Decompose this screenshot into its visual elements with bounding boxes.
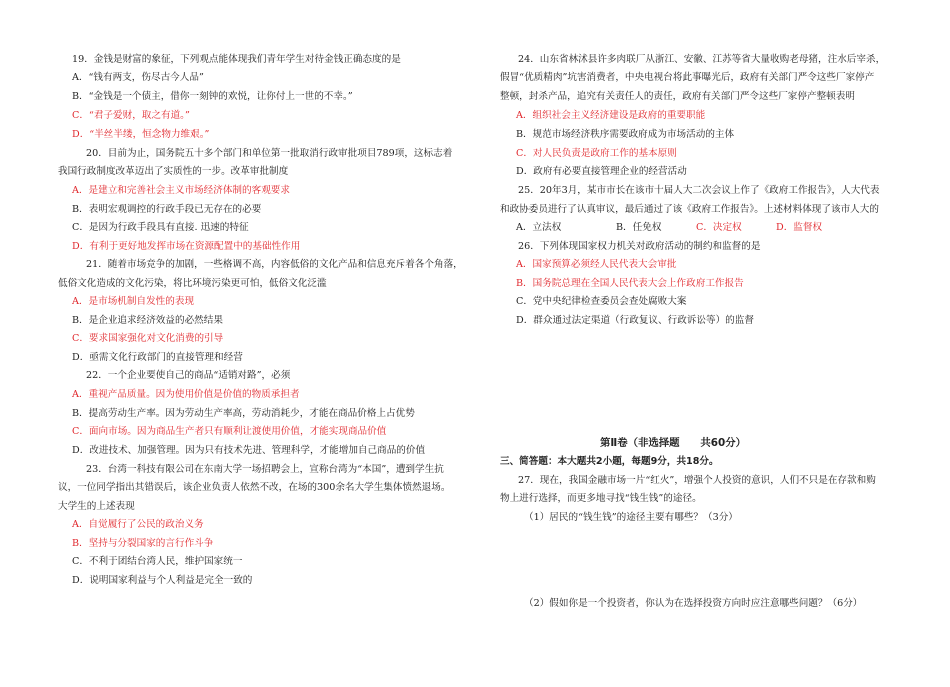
q21-option-d: D．亟需文化行政部门的直接管理和经营 xyxy=(72,352,243,363)
q26-option-b: B．国务院总理在全国人民代表大会上作政府工作报告 xyxy=(516,278,744,289)
q19-option-d: D．“半丝半缕，恒念物力维艰。” xyxy=(72,129,210,140)
part2-title: 第Ⅱ卷（非选择题 共60分） xyxy=(600,437,746,449)
q27-stem-2: 物上进行选择，而更多地寻找“钱生钱”的途径。 xyxy=(500,493,702,504)
q24-stem-2: 假冒“优质精肉”坑害消费者，中央电视台将此事曝光后，政府有关部门严令这些厂家停产 xyxy=(500,72,875,83)
q20-option-a: A．是建立和完善社会主义市场经济体制的客观要求 xyxy=(72,185,290,196)
q27-stem-1: 27．现在，我国金融市场一片“红火”，增强个人投资的意识，人们不只是在存款和购 xyxy=(518,475,876,486)
q24-stem-3: 整顿，封杀产品，追究有关责任人的责任，政府有关部门严令这些厂家停产整顿表明 xyxy=(500,91,855,102)
q20-option-d: D．有利于更好地发挥市场在资源配置中的基础性作用 xyxy=(72,241,301,252)
q25-stem-2: 和政协委员进行了认真审议，最后通过了该《政府工作报告》。上述材料体现了该市人大的 xyxy=(500,204,879,215)
q23-stem-3: 大学生的上述表现 xyxy=(58,501,135,512)
q23-option-a: A．自觉履行了公民的政治义务 xyxy=(72,519,204,530)
q22-option-b: B．提高劳动生产率。因为劳动生产率高，劳动消耗少，才能在商品价格上占优势 xyxy=(72,408,415,419)
q22-stem: 22．一个企业要使自己的商品“适销对路”，必须 xyxy=(86,370,291,381)
q19-option-a: A．“钱有两支，伤尽古今人品” xyxy=(72,72,204,83)
q24-stem-1: 24．山东省林沭县许多肉联厂从浙江、安徽、江苏等省大量收购老母猪，注水后宰杀， xyxy=(518,54,886,65)
q24-option-b: B．规范市场经济秩序需要政府成为市场活动的主体 xyxy=(516,129,735,140)
q27-sub-2: （2）假如你是一个投资者，你认为在选择投资方向时应注意哪些问题？（6分） xyxy=(524,598,863,609)
q26-stem: 26．下列体现国家权力机关对政府活动的制约和监督的是 xyxy=(518,241,761,252)
q23-option-c: C．不利于团结台湾人民，维护国家统一 xyxy=(72,556,243,567)
q25-option-c: C．决定权 xyxy=(696,222,742,233)
q23-stem-1: 23．台湾一科技有限公司在东南大学一场招聘会上，宣称台湾为“本国”，遭到学生抗 xyxy=(86,464,444,475)
q25-option-d: D．监督权 xyxy=(776,222,823,233)
q24-option-a: A．组织社会主义经济建设是政府的重要职能 xyxy=(516,110,706,121)
q22-option-a: A．重视产品质量。因为使用价值是价值的物质承担者 xyxy=(72,389,300,400)
q23-option-d: D．说明国家利益与个人利益是完全一致的 xyxy=(72,575,253,586)
q25-stem-1: 25．20年3月，某市市长在该市十届人大二次会议上作了《政府工作报告》，人大代表 xyxy=(518,185,880,196)
q20-option-b: B．表明宏观调控的行政手段已无存在的必要 xyxy=(72,204,262,215)
q20-option-c: C．是因为行政手段具有直接. 迅速的特征 xyxy=(72,222,249,233)
q22-option-c: C．面向市场。因为商品生产者只有顺利让渡使用价值，才能实现商品价值 xyxy=(72,426,387,437)
q21-stem-1: 21．随着市场竞争的加剧，一些格调不高，内容低俗的文化产品和信息充斥着各个角落， xyxy=(86,259,463,270)
q20-stem-2: 我国行政制度改革迈出了实质性的一步。改革审批制度 xyxy=(58,166,289,177)
section-heading: 三、简答题：本大题共2小题，每题9分，共18分。 xyxy=(500,456,719,467)
q23-stem-2: 议，一位同学指出其错误后，该企业负责人依然不改，在场的300余名大学生集体愤然退场。 xyxy=(58,482,451,493)
q21-stem-2: 低俗文化造成的文化污染，将比环境污染更可怕，低俗文化泛滥 xyxy=(58,278,327,289)
q21-option-b: B．是企业追求经济效益的必然结果 xyxy=(72,315,223,326)
q25-option-a: A．立法权 xyxy=(516,222,562,233)
q19-stem: 19．金钱是财富的象征，下列观点能体现我们青年学生对待金钱正确态度的是 xyxy=(72,54,401,65)
q22-option-d: D．改进技术、加强管理。因为只有技术先进、管理科学，才能增加自己商品的价值 xyxy=(72,445,426,456)
q19-option-c: C．“君子爱财，取之有道。” xyxy=(72,110,190,121)
q27-sub-1: （1）居民的“钱生钱”的途径主要有哪些？（3分） xyxy=(524,512,738,523)
q26-option-a: A．国家预算必须经人民代表大会审批 xyxy=(516,259,677,270)
q25-option-b: B．任免权 xyxy=(616,222,662,233)
q19-option-b: B．“金钱是一个债主，借你一刻钟的欢悦，让你付上一世的不幸。” xyxy=(72,91,353,102)
q26-option-d: D．群众通过法定渠道（行政复议、行政诉讼等）的监督 xyxy=(516,315,754,326)
q21-option-a: A．是市场机制自发性的表现 xyxy=(72,296,195,307)
q21-option-c: C．要求国家强化对文化消费的引导 xyxy=(72,333,224,344)
q20-stem-1: 20．目前为止，国务院五十多个部门和单位第一批取消行政审批项目789项，这标志着 xyxy=(86,148,453,159)
q24-option-d: D．政府有必要直接管理企业的经营活动 xyxy=(516,166,687,177)
q23-option-b: B．坚持与分裂国家的言行作斗争 xyxy=(72,538,214,549)
q26-option-c: C．党中央纪律检查委员会查处腐败大案 xyxy=(516,296,687,307)
q24-option-c: C．对人民负责是政府工作的基本原则 xyxy=(516,148,677,159)
